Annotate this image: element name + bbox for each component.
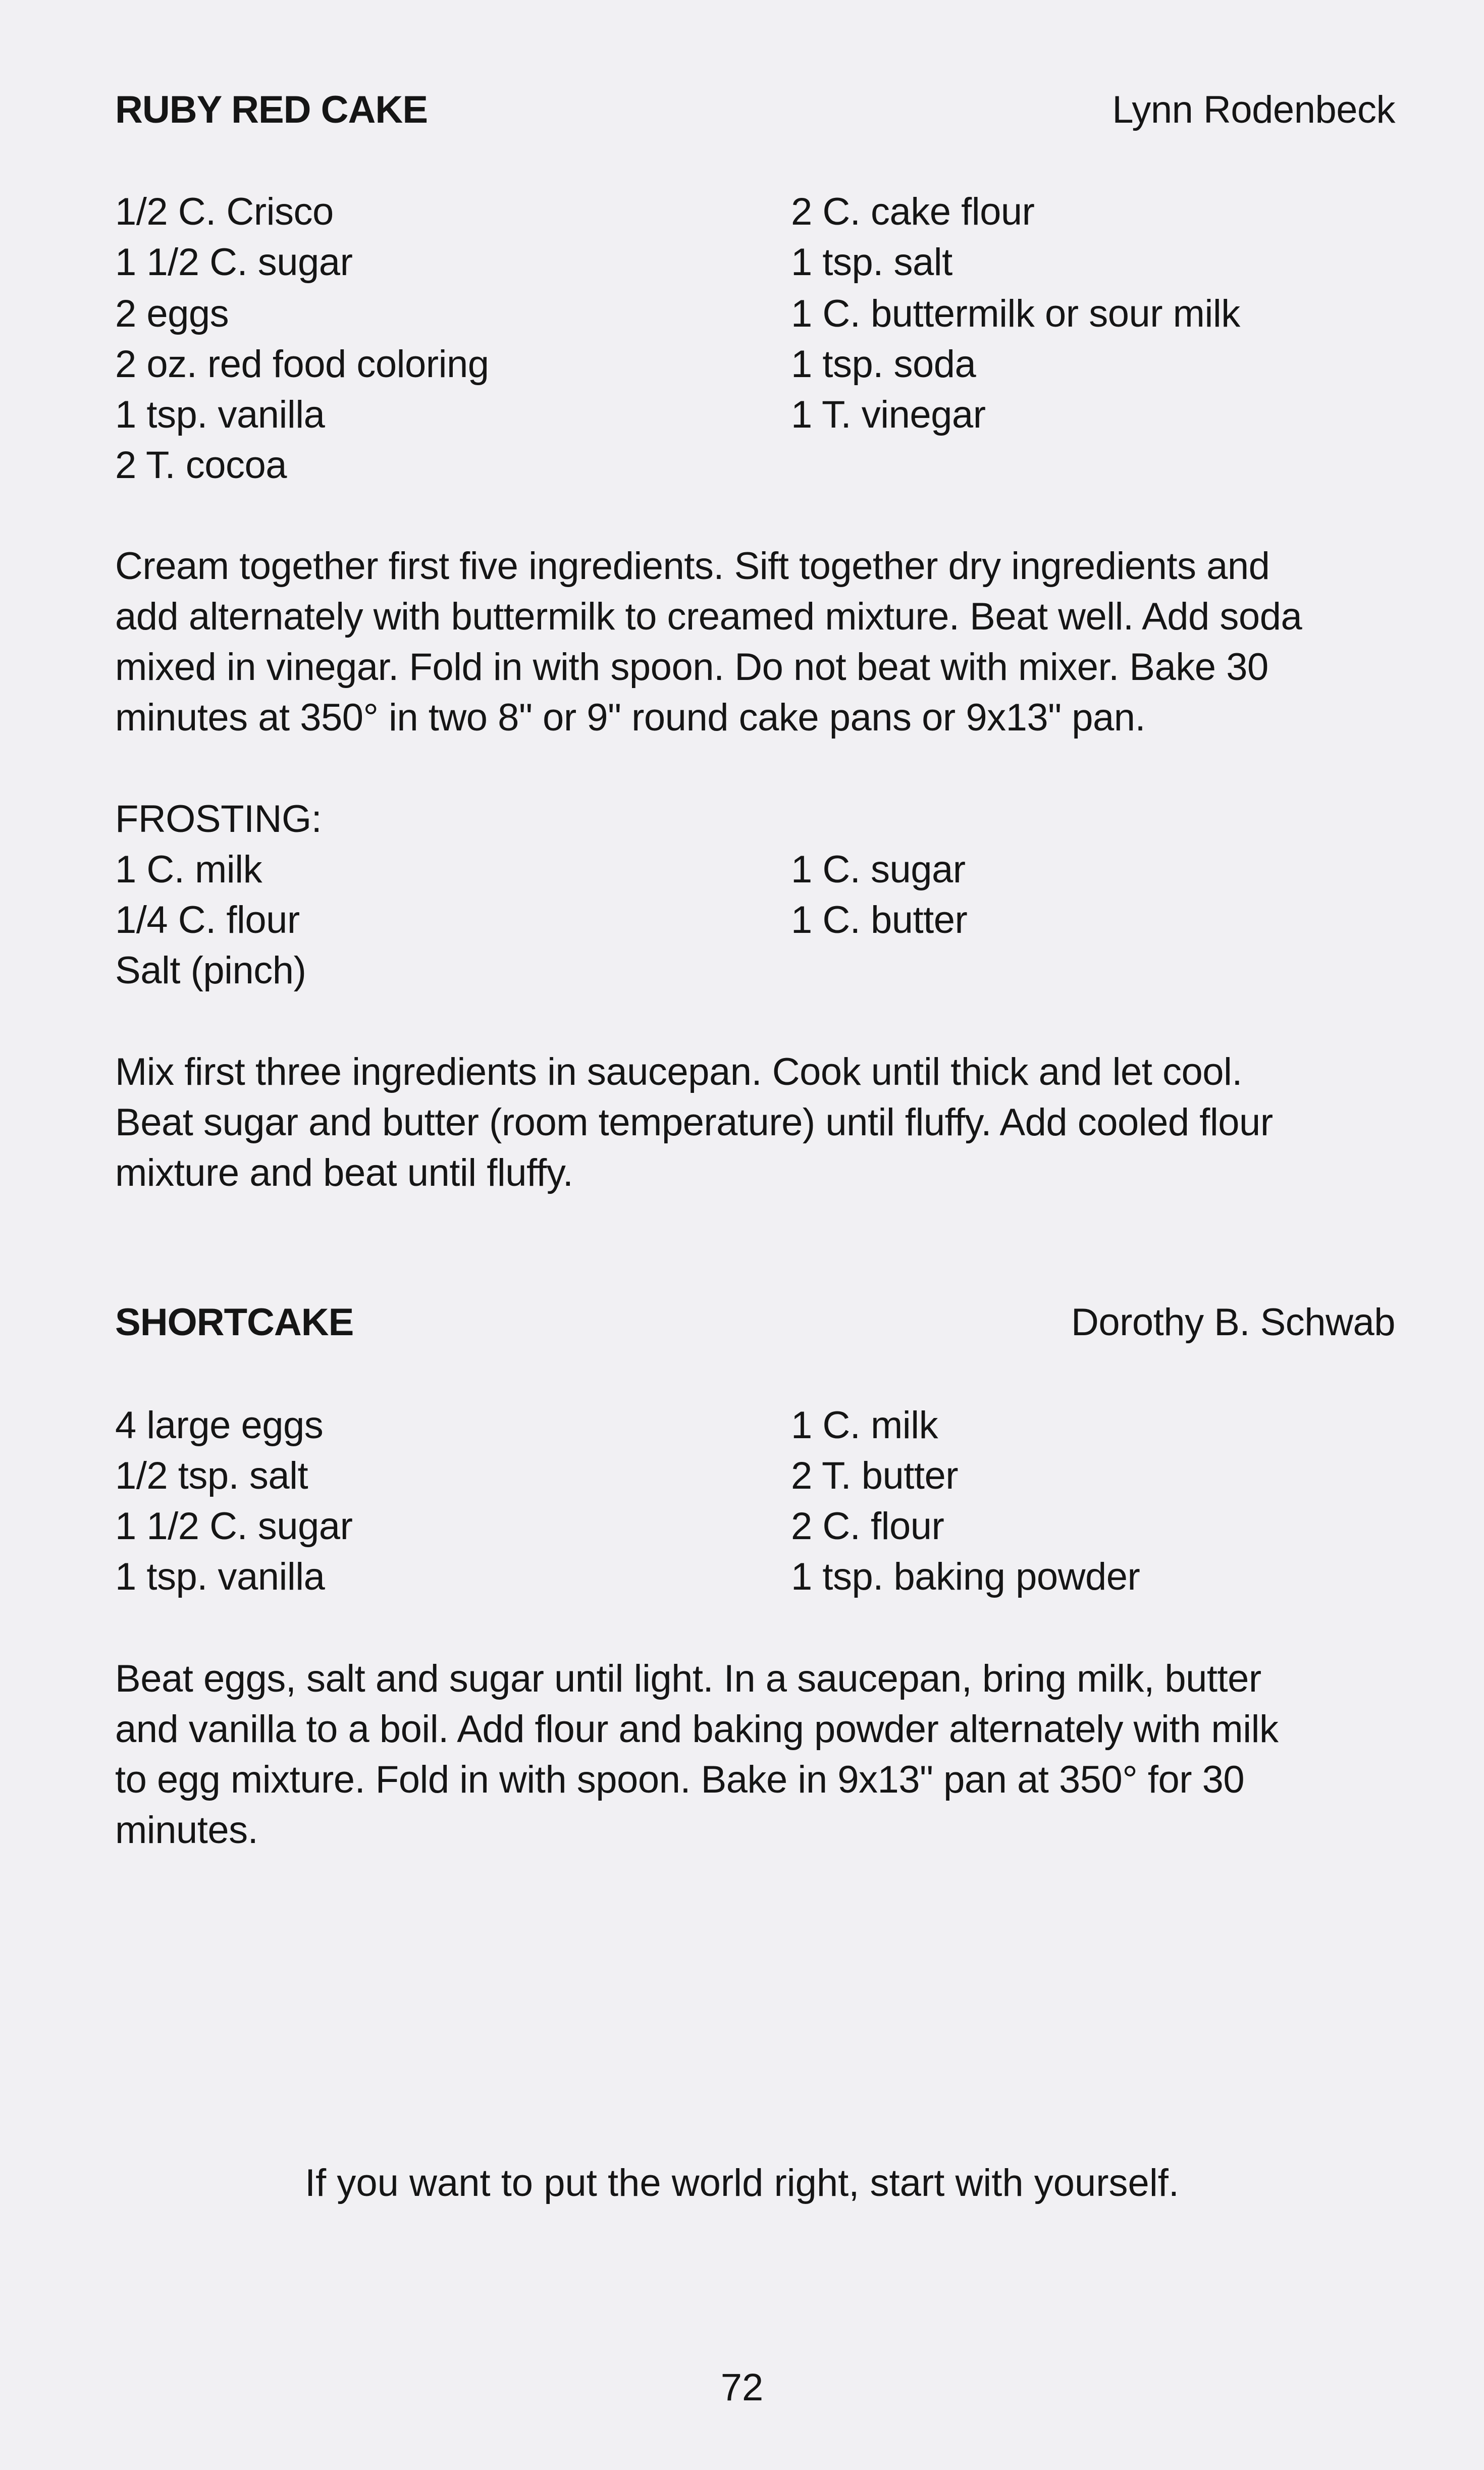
ingredient: 1 tsp. vanilla (115, 1555, 325, 1598)
directions-line: Cream together first five ingredients. Sift together dry ingredients and (115, 545, 1270, 588)
ingredient: 1 tsp. vanilla (115, 393, 325, 436)
ingredient: 1 1/2 C. sugar (115, 241, 353, 284)
recipe-title-ruby-red-cake: RUBY RED CAKE (115, 88, 428, 131)
ingredient: 2 T. butter (791, 1454, 959, 1497)
recipe-author-shortcake: Dorothy B. Schwab (1071, 1301, 1395, 1344)
ingredient: Salt (pinch) (115, 949, 306, 992)
recipe-author-ruby-red-cake: Lynn Rodenbeck (1112, 88, 1395, 131)
ingredient: 4 large eggs (115, 1404, 324, 1447)
ingredient: 1 tsp. baking powder (791, 1555, 1140, 1598)
ingredient: 1/2 tsp. salt (115, 1454, 308, 1497)
ingredient: 1 C. milk (791, 1404, 938, 1447)
ingredient: 1 C. sugar (791, 848, 966, 891)
directions-line: Beat eggs, salt and sugar until light. In a saucepan, bring milk, butter (115, 1657, 1261, 1700)
recipe-title-shortcake: SHORTCAKE (115, 1301, 354, 1344)
ingredient: 1 C. milk (115, 848, 262, 891)
frosting-title: FROSTING: (115, 798, 322, 840)
ingredient: 1 T. vinegar (791, 393, 986, 436)
directions-line: and vanilla to a boil. Add flour and baking powder alternately with milk (115, 1708, 1279, 1751)
ingredient: 2 T. cocoa (115, 444, 287, 487)
page-number: 72 (720, 2366, 764, 2409)
footer-quote: If you want to put the world right, start with yourself. (305, 2162, 1179, 2204)
ingredient: 1 tsp. soda (791, 343, 976, 386)
directions-line: mixed in vinegar. Fold in with spoon. Do not beat with mixer. Bake 30 (115, 646, 1268, 689)
ingredient: 1 C. buttermilk or sour milk (791, 292, 1240, 335)
ingredient: 1/2 C. Crisco (115, 190, 334, 233)
directions-line: mixture and beat until fluffy. (115, 1151, 573, 1194)
directions-line: Beat sugar and butter (room temperature) until fluffy. Add cooled flour (115, 1101, 1273, 1144)
directions-line: minutes. (115, 1809, 258, 1852)
ingredient: 2 C. cake flour (791, 190, 1035, 233)
ingredient: 2 C. flour (791, 1505, 944, 1548)
ingredient: 2 oz. red food coloring (115, 343, 489, 386)
ingredient: 1 C. butter (791, 899, 968, 941)
directions-line: Mix first three ingredients in saucepan. Cook until thick and let cool. (115, 1050, 1242, 1093)
directions-line: to egg mixture. Fold in with spoon. Bake in 9x13" pan at 350° for 30 (115, 1758, 1245, 1801)
ingredient: 2 eggs (115, 292, 229, 335)
directions-line: minutes at 350° in two 8" or 9" round cake pans or 9x13" pan. (115, 696, 1146, 739)
directions-line: add alternately with buttermilk to creamed mixture. Beat well. Add soda (115, 595, 1302, 638)
ingredient: 1 tsp. salt (791, 241, 952, 284)
ingredient: 1/4 C. flour (115, 899, 300, 941)
ingredient: 1 1/2 C. sugar (115, 1505, 353, 1548)
